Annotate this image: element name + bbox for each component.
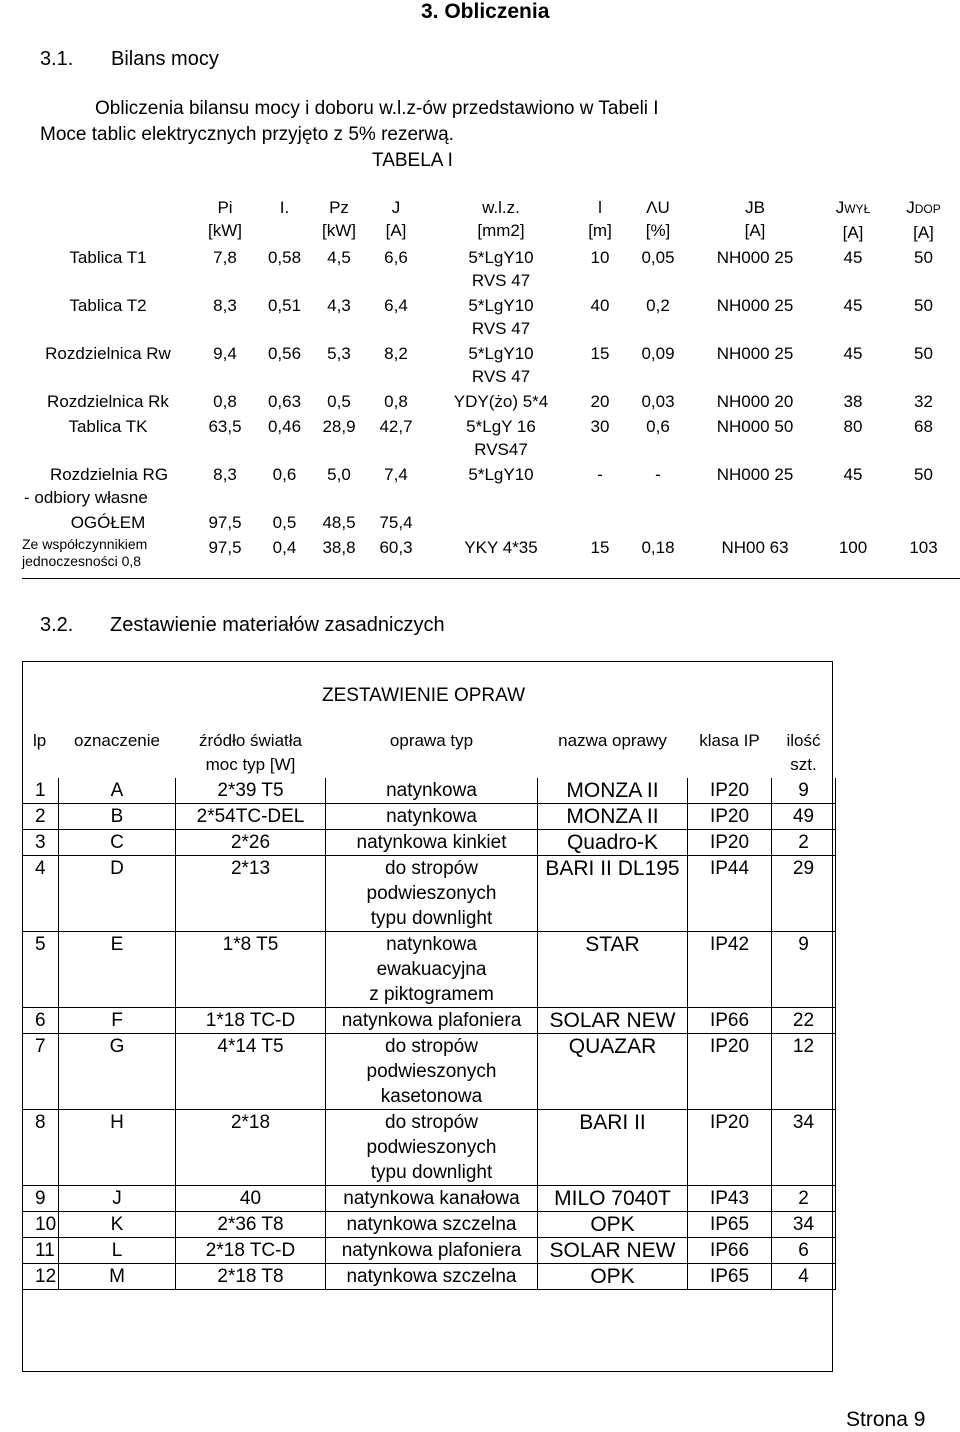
cell-oprawa: [326, 1110, 538, 1186]
cell-jwyl: 80: [843, 417, 863, 436]
cell-zrodlo: 2*26: [176, 830, 326, 856]
cell-lp: 3: [23, 830, 59, 856]
table-row: [23, 1238, 836, 1264]
cell-j: 75,4: [379, 513, 413, 532]
cell-pz: 0,5: [327, 392, 351, 411]
cell-l: [575, 509, 625, 534]
cell-j: 0,8: [384, 392, 408, 411]
cell-zrodlo: 40: [176, 1186, 326, 1212]
cell-nazwa: BARI II: [538, 1110, 688, 1186]
cell-jwyl: 45: [843, 248, 863, 267]
intro-text-line-2: Moce tablic elektrycznych przyjęto z 5% rezerwą.: [40, 124, 454, 145]
cell-ilosc: 4: [772, 1264, 836, 1290]
cell-i: 0,51: [267, 296, 302, 315]
table-row: [23, 932, 836, 1008]
cell-lp: 12: [23, 1264, 59, 1290]
luminaire-rows: [23, 778, 836, 1290]
cell-du: 0,03: [641, 392, 675, 411]
table-caption: TABELA I: [372, 150, 453, 171]
oprawa-line: kasetonowa: [380, 1086, 483, 1107]
cell-nazwa: BARI II DL195: [538, 856, 688, 932]
cell-nazwa: Quadro-K: [538, 830, 688, 856]
cell-ilosc: 9: [772, 778, 836, 804]
cell-jwyl: [819, 509, 887, 534]
cell-pz: 28,9: [322, 417, 356, 436]
cell-jb: NH00 63: [691, 534, 819, 578]
cell-ip: IP20: [688, 804, 772, 830]
cell-oprawa: [326, 1238, 538, 1264]
cell-wlz: 5*LgY 16 RVS47: [466, 417, 536, 459]
cell-jdop: 68: [914, 417, 933, 436]
cell-zrodlo: 2*54TC-DEL: [176, 804, 326, 830]
cell-oprawa: [326, 856, 538, 932]
header-zrodlo: źródło światła moc typ [W]: [199, 731, 302, 774]
cell-pi: 63,5: [208, 417, 242, 436]
section-heading-materials: [40, 614, 445, 637]
table-row: [22, 244, 960, 292]
section-number: 3.1.: [40, 48, 74, 70]
cell-ip: IP20: [688, 778, 772, 804]
cell-pi: 97,5: [194, 534, 256, 578]
cell-oznaczenie: H: [59, 1110, 176, 1186]
cell-pi: 97,5: [208, 513, 242, 532]
cell-i: 0,63: [267, 392, 302, 411]
header-cell: w.l.z. [mm2]: [477, 198, 525, 240]
cell-oznaczenie: C: [59, 830, 176, 856]
table-row-coincidence: [22, 534, 960, 578]
cell-jb: NH000 20: [716, 392, 794, 411]
cell-du: 0,18: [625, 534, 691, 578]
cell-ilosc: 49: [772, 804, 836, 830]
cell-ilosc: 34: [772, 1110, 836, 1186]
cell-ip: IP65: [688, 1212, 772, 1238]
cell-wlz: YDY(żo) 5*4: [453, 392, 549, 411]
cell-lp: 11: [23, 1238, 59, 1264]
table-row: [23, 1008, 836, 1034]
oprawa-line: natynkowa: [386, 806, 477, 827]
table-row: [23, 1110, 836, 1186]
cell-nazwa: SOLAR NEW: [538, 1238, 688, 1264]
cell-j: 7,4: [384, 465, 408, 484]
cell-du: 0,09: [641, 344, 675, 363]
cell-l: 30: [590, 417, 610, 436]
luminaire-table: [22, 726, 836, 1290]
oprawa-line: podwieszonych: [366, 1137, 497, 1158]
header-oznaczenie: oznaczenie: [73, 731, 160, 750]
luminaire-table-title: ZESTAWIENIE OPRAW: [322, 685, 526, 706]
cell-oznaczenie: J: [59, 1186, 176, 1212]
table-row: [23, 804, 836, 830]
cell-zrodlo: 2*18: [176, 1110, 326, 1186]
section-number: 3.2.: [40, 614, 74, 636]
cell-lp: 10: [23, 1212, 59, 1238]
cell-wlz: 5*LgY10: [468, 465, 534, 484]
cell-oprawa: [326, 1186, 538, 1212]
oprawa-line: typu downlight: [370, 1162, 493, 1183]
oprawa-line: natynkowa: [386, 780, 477, 801]
cell-zrodlo: 2*13: [176, 856, 326, 932]
cell-zrodlo: 2*39 T5: [176, 778, 326, 804]
header-cell: JWYŁ [A]: [835, 198, 871, 242]
chapter-title: 3. Obliczenia: [421, 0, 550, 23]
cell-jdop: 50: [914, 344, 933, 363]
cell-lp: 1: [23, 778, 59, 804]
cell-i: 0,6: [272, 465, 297, 484]
cell-i: 0,56: [267, 344, 302, 363]
oprawa-line: natynkowa: [386, 934, 477, 955]
table-row: [22, 413, 960, 461]
cell-jwyl: 100: [819, 534, 887, 578]
cell-nazwa: QUAZAR: [538, 1034, 688, 1110]
table-row: [23, 1212, 836, 1238]
cell-du: 0,6: [646, 417, 670, 436]
header-ilosc: ilość szt.: [786, 731, 821, 774]
cell-jdop: 50: [914, 248, 933, 267]
oprawa-line: natynkowa szczelna: [346, 1266, 517, 1287]
intro-text-line-1: Obliczenia bilansu mocy i doboru w.l.z-ów przedstawiono w Tabeli I: [95, 98, 659, 119]
header-cell: Pz [kW]: [322, 198, 356, 240]
header-ip: klasa IP: [699, 731, 760, 750]
table-row: [22, 461, 960, 509]
cell-oprawa: [326, 932, 538, 1008]
cell-jwyl: 45: [843, 296, 863, 315]
table-row: [23, 1186, 836, 1212]
cell-zrodlo: 1*8 T5: [176, 932, 326, 1008]
cell-lp: 7: [23, 1034, 59, 1110]
cell-lp: 8: [23, 1110, 59, 1186]
cell-oznaczenie: G: [59, 1034, 176, 1110]
cell-ip: IP20: [688, 1034, 772, 1110]
oprawa-line: do stropów: [385, 1112, 478, 1133]
section-heading-bilans: [40, 48, 219, 71]
cell-ip: IP43: [688, 1186, 772, 1212]
cell-jwyl: 45: [843, 344, 863, 363]
header-lp: lp: [33, 731, 47, 750]
cell-pz: 48,5: [322, 513, 356, 532]
header-cell: JB [A]: [744, 198, 766, 240]
row-name: Rozdzielnia RG - odbiory własne: [24, 465, 169, 507]
row-name: Tablica TK: [68, 417, 148, 436]
cell-nazwa: STAR: [538, 932, 688, 1008]
cell-pz: 4,3: [327, 296, 351, 315]
section-title: Bilans mocy: [111, 48, 219, 70]
oprawa-line: natynkowa szczelna: [346, 1214, 517, 1235]
cell-jb: NH000 50: [716, 417, 794, 436]
cell-pi: 8,3: [213, 465, 237, 484]
cell-ip: IP20: [688, 830, 772, 856]
cell-oznaczenie: F: [59, 1008, 176, 1034]
cell-l: 40: [590, 296, 610, 315]
cell-wlz: 5*LgY10 RVS 47: [468, 248, 534, 290]
cell-du: [625, 509, 691, 534]
oprawa-line: do stropów: [385, 858, 478, 879]
cell-nazwa: OPK: [538, 1264, 688, 1290]
cell-oznaczenie: E: [59, 932, 176, 1008]
table-row: [22, 388, 960, 413]
cell-ilosc: 12: [772, 1034, 836, 1110]
cell-ilosc: 2: [772, 1186, 836, 1212]
header-cell: J [A]: [385, 198, 407, 240]
header-cell: I.: [279, 198, 290, 217]
oprawa-line: natynkowa plafoniera: [341, 1010, 522, 1031]
cell-pz: 5,0: [327, 465, 351, 484]
cell-ip: IP20: [688, 1110, 772, 1186]
cell-pz: 4,5: [327, 248, 351, 267]
cell-j: 6,4: [384, 296, 408, 315]
cell-lp: 2: [23, 804, 59, 830]
cell-nazwa: MONZA II: [538, 778, 688, 804]
cell-du: 0,05: [641, 248, 675, 267]
oprawa-line: natynkowa plafoniera: [341, 1240, 522, 1261]
cell-jdop: 103: [887, 534, 960, 578]
header-cell: JDOP [A]: [906, 198, 941, 242]
cell-oprawa: [326, 1212, 538, 1238]
cell-ip: IP42: [688, 932, 772, 1008]
cell-ilosc: 6: [772, 1238, 836, 1264]
cell-jdop: 50: [914, 296, 933, 315]
cell-oprawa: [326, 804, 538, 830]
cell-l: 15: [590, 344, 610, 363]
cell-j: 6,6: [384, 248, 408, 267]
cell-pi: 7,8: [213, 248, 237, 267]
table-row: [23, 1034, 836, 1110]
cell-jb: NH000 25: [716, 296, 794, 315]
cell-i: 0,4: [256, 534, 313, 578]
cell-wlz: 5*LgY10 RVS 47: [468, 296, 534, 338]
cell-ilosc: 34: [772, 1212, 836, 1238]
table-row-total: [22, 509, 960, 534]
section-title: Zestawienie materiałów zasadniczych: [110, 614, 445, 636]
cell-ip: IP44: [688, 856, 772, 932]
cell-jdop: 50: [914, 465, 933, 484]
cell-lp: 9: [23, 1186, 59, 1212]
cell-l: 20: [590, 392, 610, 411]
oprawa-line: natynkowa kinkiet: [356, 832, 507, 853]
cell-ip: IP65: [688, 1264, 772, 1290]
oprawa-line: typu downlight: [370, 908, 493, 929]
header-cell: l [m]: [588, 198, 612, 240]
cell-jb: NH000 25: [716, 248, 794, 267]
header-oprawa: oprawa typ: [389, 731, 474, 750]
cell-nazwa: MILO 7040T: [538, 1186, 688, 1212]
cell-wlz: YKY 4*35: [427, 534, 575, 578]
cell-pi: 8,3: [213, 296, 237, 315]
oprawa-line: podwieszonych: [366, 1061, 497, 1082]
cell-wlz: 5*LgY10 RVS 47: [468, 344, 534, 386]
cell-ip: IP66: [688, 1238, 772, 1264]
cell-pi: 9,4: [213, 344, 237, 363]
page-number: Strona 9: [846, 1408, 926, 1431]
cell-ilosc: 29: [772, 856, 836, 932]
cell-j: 42,7: [379, 417, 413, 436]
cell-j: 8,2: [384, 344, 408, 363]
oprawa-line: z piktogramem: [369, 984, 494, 1005]
cell-lp: 6: [23, 1008, 59, 1034]
row-name: Tablica T1: [69, 248, 147, 267]
header-cell: ΛU [%]: [645, 198, 671, 240]
oprawa-line: podwieszonych: [366, 883, 497, 904]
table-row: [23, 856, 836, 932]
cell-jwyl: 45: [843, 465, 863, 484]
cell-i: 0,5: [272, 513, 297, 532]
cell-nazwa: MONZA II: [538, 804, 688, 830]
cell-ilosc: 2: [772, 830, 836, 856]
header-nazwa: nazwa oprawy: [558, 731, 667, 750]
row-name: Tablica T2: [69, 296, 147, 315]
cell-l: 15: [575, 534, 625, 578]
cell-oznaczenie: L: [59, 1238, 176, 1264]
cell-zrodlo: 2*18 T8: [176, 1264, 326, 1290]
cell-oznaczenie: B: [59, 804, 176, 830]
cell-oprawa: [326, 1034, 538, 1110]
cell-pz: 38,8: [313, 534, 365, 578]
cell-jb: NH000 25: [716, 465, 794, 484]
row-name: Rozdzielnica Rw: [45, 344, 171, 363]
cell-oznaczenie: M: [59, 1264, 176, 1290]
cell-pi: 0,8: [213, 392, 237, 411]
cell-jb: [691, 509, 819, 534]
cell-oprawa: [326, 830, 538, 856]
table-row: [23, 778, 836, 804]
table-row: [22, 340, 960, 388]
cell-nazwa: OPK: [538, 1212, 688, 1238]
cell-nazwa: SOLAR NEW: [538, 1008, 688, 1034]
table-header-row: [23, 727, 836, 778]
cell-zrodlo: 1*18 TC-D: [176, 1008, 326, 1034]
cell-j: 60,3: [365, 534, 427, 578]
row-name: Rozdzielnica Rk: [47, 392, 169, 411]
oprawa-line: ewakuacyjna: [376, 959, 487, 980]
cell-zrodlo: 2*18 TC-D: [176, 1238, 326, 1264]
cell-pz: 5,3: [327, 344, 351, 363]
cell-oprawa: [326, 778, 538, 804]
cell-ip: IP66: [688, 1008, 772, 1034]
cell-jwyl: 38: [843, 392, 863, 411]
table-row: [23, 1264, 836, 1290]
cell-zrodlo: 4*14 T5: [176, 1034, 326, 1110]
table-header-row: [22, 196, 960, 244]
cell-du: 0,2: [646, 296, 670, 315]
cell-jdop: 32: [914, 392, 933, 411]
table-row: [22, 292, 960, 340]
cell-oprawa: [326, 1008, 538, 1034]
oprawa-line: natynkowa kanałowa: [343, 1188, 520, 1209]
row-name: OGÓŁEM: [70, 513, 146, 532]
oprawa-line: do stropów: [385, 1036, 478, 1057]
cell-i: 0,46: [267, 417, 302, 436]
cell-l: 10: [590, 248, 610, 267]
cell-oznaczenie: A: [59, 778, 176, 804]
cell-du: -: [655, 465, 661, 484]
cell-ilosc: 22: [772, 1008, 836, 1034]
cell-zrodlo: 2*36 T8: [176, 1212, 326, 1238]
table-row: [23, 830, 836, 856]
cell-jdop: [887, 509, 960, 534]
cell-jb: NH000 25: [716, 344, 794, 363]
power-balance-table: [22, 196, 960, 579]
cell-lp: 4: [23, 856, 59, 932]
cell-ilosc: 9: [772, 932, 836, 1008]
cell-lp: 5: [23, 932, 59, 1008]
cell-oznaczenie: D: [59, 856, 176, 932]
cell-wlz: [427, 509, 575, 534]
cell-i: 0,58: [267, 248, 302, 267]
cell-oprawa: [326, 1264, 538, 1290]
row-name: Ze współczynnikiem jednoczesności 0,8: [22, 534, 194, 578]
cell-oznaczenie: K: [59, 1212, 176, 1238]
header-cell: Pi [kW]: [208, 198, 242, 240]
cell-l: -: [597, 465, 603, 484]
